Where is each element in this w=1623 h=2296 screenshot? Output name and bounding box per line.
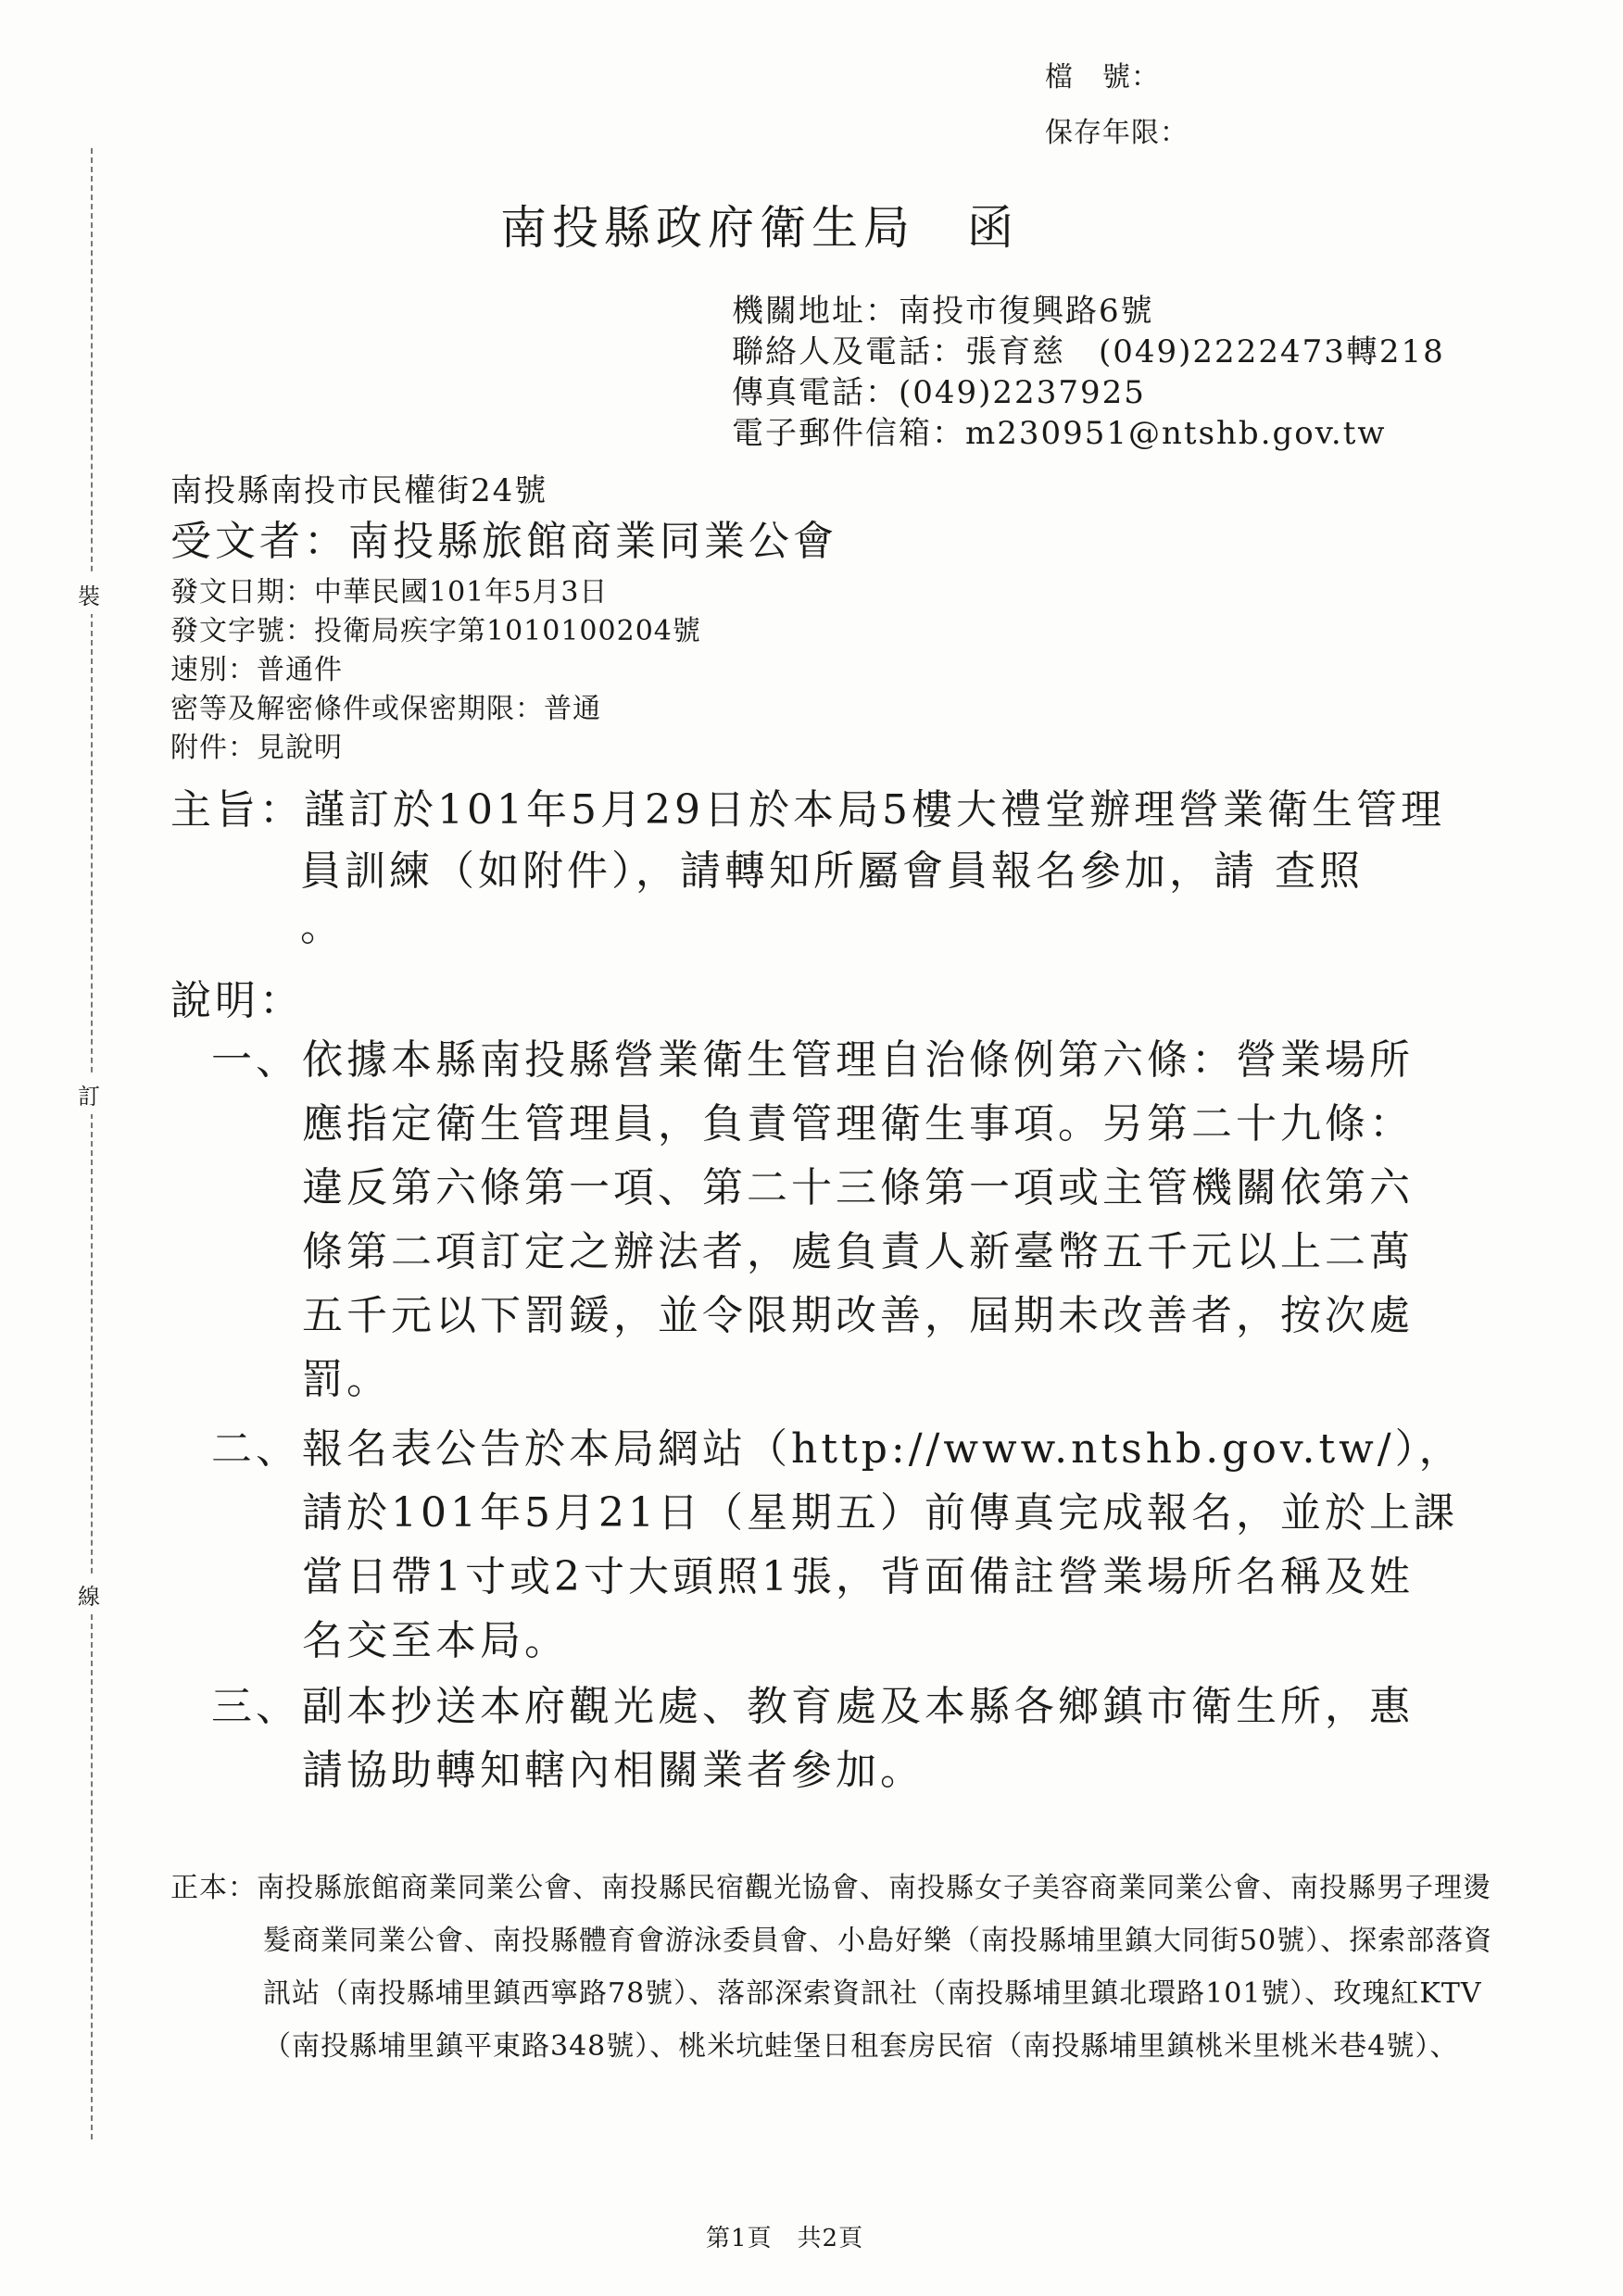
file-number-label: 檔 號： <box>1045 61 1160 94</box>
sender-contact: 聯絡人及電話：張育慈 (049)2222473轉218 <box>732 333 1445 370</box>
subject-line-1: 主旨：謹訂於101年5月29日於本局5樓大禮堂辦理營業衛生管理 <box>170 786 1445 834</box>
explanation-item-1 <box>211 1028 1414 1411</box>
issue-date: 發文日期：中華民國101年5月3日 <box>170 576 609 609</box>
item-line: 應指定衛生管理員，負責管理衛生事項。另第二十九條： <box>302 1100 1414 1148</box>
binding-mark-zhuang: 裝 <box>78 574 100 614</box>
sender-address: 機關地址：南投市復興路6號 <box>732 293 1154 330</box>
page-footer: 第1頁 共2頁 <box>706 2225 864 2252</box>
item-line: 違反第六條第一項、第二十三條第一項或主管機關依第六 <box>302 1164 1414 1211</box>
binding-mark-xian: 線 <box>78 1575 100 1614</box>
item-line: 罰。 <box>302 1356 391 1403</box>
sender-email: 電子郵件信箱：m230951@ntshb.gov.tw <box>732 415 1387 452</box>
item-number: 一、 <box>211 1036 300 1084</box>
sender-fax: 傳真電話：(049)2237925 <box>732 374 1146 411</box>
item-line: 請於101年5月21日（星期五）前傳真完成報名，並於上課 <box>302 1489 1458 1537</box>
item-line: 副本抄送本府觀光處、教育處及本縣各鄉鎮市衛生所，惠 <box>302 1683 1414 1730</box>
item-line: 依據本縣南投縣營業衛生管理自治條例第六條：營業場所 <box>302 1036 1414 1084</box>
binding-mark-ding: 訂 <box>78 1074 100 1114</box>
explanation-heading: 說明： <box>170 977 304 1024</box>
item-line: 條第二項訂定之辦法者，處負責人新臺幣五千元以上二萬 <box>302 1228 1414 1275</box>
item-number: 三、 <box>211 1683 300 1730</box>
item-line: 報名表公告於本局網站（http://www.ntshb.gov.tw/）， <box>302 1425 1464 1473</box>
document-number: 發文字號：投衛局疾字第1010100204號 <box>170 615 701 647</box>
retention-label: 保存年限： <box>1045 117 1189 149</box>
recipient-address: 南投縣南投市民權街24號 <box>170 472 548 509</box>
item-line: 當日帶1寸或2寸大頭照1張，背面備註營業場所名稱及姓 <box>302 1553 1414 1600</box>
item-line: 五千元以下罰鍰，並令限期改善，屆期未改善者，按次處 <box>302 1292 1414 1339</box>
copy-recipients: 正本：南投縣旅館商業同業公會、南投縣民宿觀光協會、南投縣女子美容商業同業公會、南投縣男子理燙髮商業同業公會、南投縣體育會游泳委員會、小島好樂（南投縣埔里鎮大同街50號）、探索部落資訊站（南投縣埔里鎮西寧路78號）、落部深索資訊社（南投縣埔里鎮北環路101號）、玫瑰紅KTV（南投縣埔里鎮平東路348號）、桃米坑蛙堡日租套房民宿（南投縣埔里鎮桃米里桃米巷4號）、 <box>170 1872 1493 2063</box>
binding-line <box>91 148 93 2139</box>
secrecy-level: 密等及解密條件或保密期限：普通 <box>170 693 601 725</box>
explanation-item-2 <box>211 1417 1464 1673</box>
item-line: 請協助轉知轄內相關業者參加。 <box>302 1747 925 1794</box>
item-line: 名交至本局。 <box>302 1617 569 1664</box>
subject-line-3: 。 <box>300 903 345 950</box>
subject-line-2: 員訓練（如附件），請轉知所屬會員報名參加，請 查照 <box>300 847 1364 895</box>
page-title: 南投縣政府衛生局 函 <box>500 201 1019 255</box>
explanation-item-3 <box>211 1675 1414 1802</box>
recipient-name: 受文者：南投縣旅館商業同業公會 <box>170 518 837 565</box>
speed-class: 速別：普通件 <box>170 654 343 686</box>
attachment-note: 附件：見說明 <box>170 732 343 764</box>
item-number: 二、 <box>211 1425 300 1473</box>
